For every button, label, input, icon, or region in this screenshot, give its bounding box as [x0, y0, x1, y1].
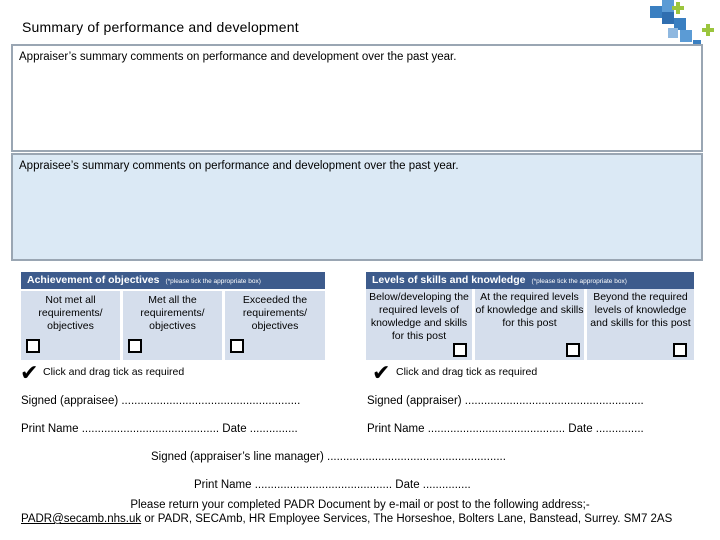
- skills-option-label: Beyond the required levels of knowledge and skills for this post: [590, 291, 691, 329]
- return-address: [21, 513, 672, 525]
- objectives-met-checkbox[interactable]: [128, 339, 142, 353]
- appraiser-comments-box[interactable]: [11, 44, 703, 152]
- print-name-line-manager-line: Print Name ........................................... Date ...............: [194, 479, 471, 491]
- objectives-option-label: Met all the requirements/ objectives: [140, 294, 205, 332]
- signed-line-manager-line: Signed (appraiser’s line manager) ........................................................: [151, 451, 506, 463]
- skills-header: [366, 272, 694, 289]
- skills-below-checkbox[interactable]: [453, 343, 467, 357]
- objectives-header-title: Achievement of objectives: [27, 274, 160, 286]
- skills-option-label: At the required levels of knowledge and skills for this post: [475, 291, 584, 329]
- print-name-appraiser-line: Print Name ........................................... Date ...............: [367, 423, 644, 435]
- email-link[interactable]: PADR@secamb.nhs.uk: [21, 513, 142, 525]
- objectives-not-met-checkbox[interactable]: [26, 339, 40, 353]
- signed-appraisee-line: Signed (appraisee) ........................................................: [21, 395, 301, 407]
- objectives-header: [21, 272, 325, 289]
- return-instructions: Please return your completed PADR Document by e-mail or post to the following address;-: [130, 499, 590, 511]
- objectives-option-label: Not met all requirements/ objectives: [38, 294, 103, 332]
- page-title: Summary of performance and development: [22, 19, 299, 35]
- skills-header-note: (*please tick the appropriate box): [531, 278, 627, 285]
- skills-header-title: Levels of skills and knowledge: [372, 274, 526, 286]
- appraisee-comments-box[interactable]: [11, 153, 703, 261]
- draggable-tick-icon[interactable]: ✔: [372, 360, 391, 385]
- postal-address: or PADR, SECAmb, HR Employee Services, The Horseshoe, Bolters Lane, Banstead, Surrey. SM7 2AS: [141, 513, 673, 525]
- objectives-exceeded-checkbox[interactable]: [230, 339, 244, 353]
- draggable-tick-icon[interactable]: ✔: [20, 360, 39, 385]
- print-name-appraisee-line: Print Name ........................................... Date ...............: [21, 423, 298, 435]
- signed-appraiser-line: Signed (appraiser) ........................................................: [367, 395, 644, 407]
- objectives-header-note: (*please tick the appropriate box): [165, 278, 261, 285]
- skills-option-label: Below/developing the required levels of knowledge and skills for this post: [369, 291, 469, 342]
- skills-beyond-checkbox[interactable]: [673, 343, 687, 357]
- skills-tick-hint: Click and drag tick as required: [396, 366, 538, 378]
- appraiser-comments-label: Appraiser’s summary comments on performance and development over the past year.: [19, 51, 457, 63]
- objectives-tick-hint: Click and drag tick as required: [43, 366, 185, 378]
- objectives-option-label: Exceeded the requirements/ objectives: [242, 294, 308, 332]
- skills-at-checkbox[interactable]: [566, 343, 580, 357]
- appraisee-comments-label: Appraisee’s summary comments on performance and development over the past year.: [19, 160, 459, 172]
